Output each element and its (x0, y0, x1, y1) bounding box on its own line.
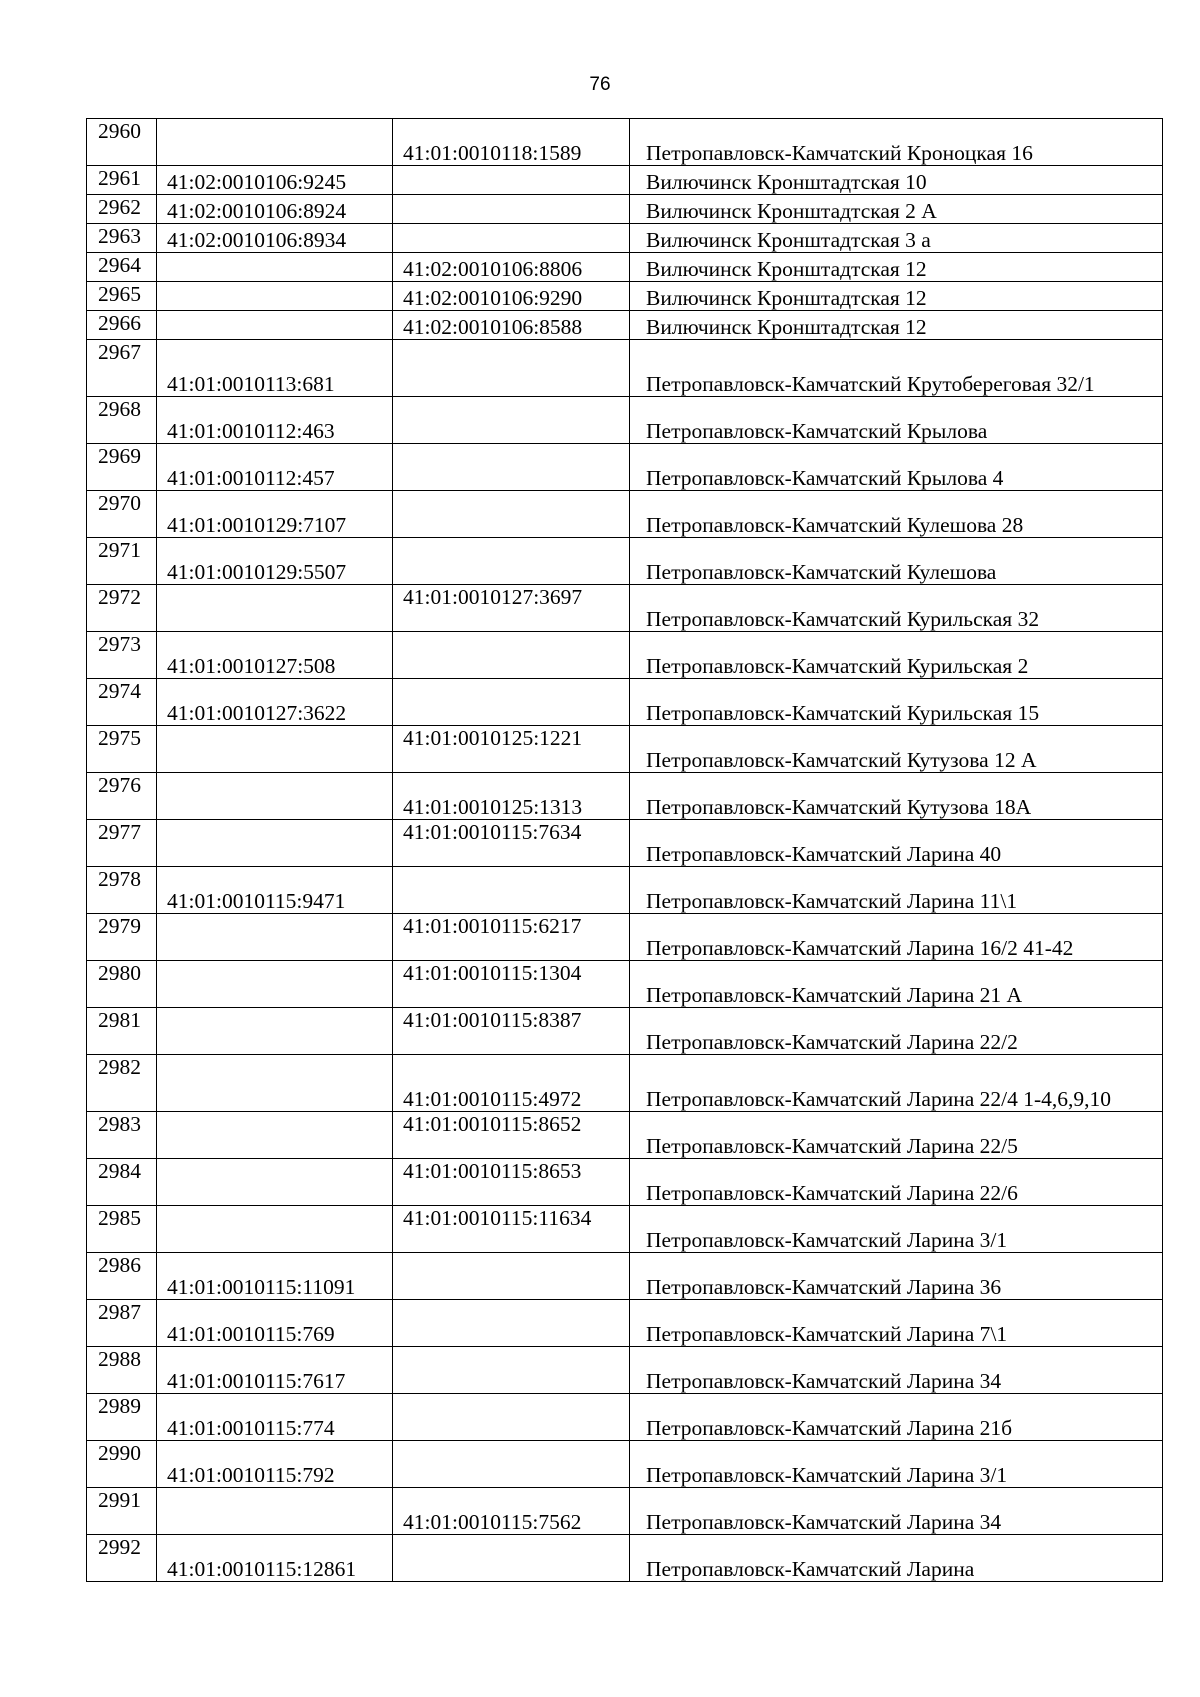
cadastral-number-cell (157, 820, 393, 867)
row-number: 2961 (98, 166, 141, 190)
related-cadastral-number-cell (393, 119, 630, 166)
address-cell (630, 397, 1163, 444)
address: Петропавловск-Камчатский Ларина 22/6 (646, 1181, 1018, 1205)
cadastral-number: 41:02:0010106:9245 (167, 170, 347, 194)
address: Вилючинск Кронштадтская 12 (646, 257, 927, 281)
row-number-cell (87, 119, 157, 166)
row-number: 2969 (98, 444, 141, 468)
row-number: 2970 (98, 491, 141, 515)
address-cell (630, 538, 1163, 585)
related-cadastral-number-cell (393, 585, 630, 632)
address-cell (630, 820, 1163, 867)
cadastral-number-cell (157, 340, 393, 397)
table-row (87, 311, 1163, 340)
row-number-cell (87, 1112, 157, 1159)
cadastral-number-cell (157, 726, 393, 773)
row-number: 2982 (98, 1055, 141, 1079)
table-row (87, 1206, 1163, 1253)
table-row (87, 491, 1163, 538)
related-cadastral-number-cell (393, 538, 630, 585)
row-number: 2981 (98, 1008, 141, 1032)
related-cadastral-number-cell (393, 491, 630, 538)
row-number: 2992 (98, 1535, 141, 1559)
related-cadastral-number-cell (393, 397, 630, 444)
cadastral-number: 41:01:0010129:7107 (167, 513, 347, 537)
related-cadastral-number-cell (393, 1055, 630, 1112)
address: Петропавловск-Камчатский Кутузова 18А (646, 795, 1032, 819)
cadastral-number: 41:01:0010127:508 (167, 654, 336, 678)
address-cell (630, 1394, 1163, 1441)
table-row (87, 444, 1163, 491)
row-number: 2987 (98, 1300, 141, 1324)
table-row (87, 1112, 1163, 1159)
address-cell (630, 1253, 1163, 1300)
row-number: 2976 (98, 773, 141, 797)
row-number: 2971 (98, 538, 141, 562)
related-cadastral-number: 41:01:0010118:1589 (403, 141, 582, 165)
row-number-cell (87, 1159, 157, 1206)
address: Петропавловск-Камчатский Ларина 21б (646, 1416, 1013, 1440)
address: Петропавловск-Камчатский Крылова (646, 419, 988, 443)
address: Петропавловск-Камчатский Ларина 34 (646, 1510, 1002, 1534)
cadastral-number-cell (157, 397, 393, 444)
address-cell (630, 867, 1163, 914)
cadastral-number-cell (157, 585, 393, 632)
row-number: 2964 (98, 253, 141, 277)
cadastral-number: 41:01:0010112:463 (167, 419, 335, 443)
related-cadastral-number-cell (393, 1008, 630, 1055)
table-row (87, 820, 1163, 867)
cadastral-number-cell (157, 1055, 393, 1112)
row-number-cell (87, 1055, 157, 1112)
related-cadastral-number: 41:01:0010125:1221 (403, 726, 583, 750)
table-row (87, 679, 1163, 726)
related-cadastral-number-cell (393, 726, 630, 773)
address-cell (630, 726, 1163, 773)
row-number-cell (87, 224, 157, 253)
address: Петропавловск-Камчатский Ларина 3/1 (646, 1463, 1008, 1487)
cadastral-number-cell (157, 1008, 393, 1055)
related-cadastral-number: 41:01:0010115:4972 (403, 1087, 582, 1111)
table-row (87, 1253, 1163, 1300)
table-row (87, 1535, 1163, 1582)
cadastral-number: 41:01:0010115:9471 (167, 889, 346, 913)
row-number: 2962 (98, 195, 141, 219)
related-cadastral-number: 41:01:0010127:3697 (403, 585, 583, 609)
related-cadastral-number-cell (393, 224, 630, 253)
related-cadastral-number-cell (393, 1253, 630, 1300)
related-cadastral-number-cell (393, 773, 630, 820)
table-row (87, 961, 1163, 1008)
address-cell (630, 961, 1163, 1008)
address-cell (630, 119, 1163, 166)
address-cell (630, 340, 1163, 397)
row-number: 2988 (98, 1347, 141, 1371)
address-cell (630, 1055, 1163, 1112)
address-cell (630, 1112, 1163, 1159)
table-row (87, 397, 1163, 444)
row-number-cell (87, 538, 157, 585)
cadastral-number-cell (157, 1253, 393, 1300)
table-row (87, 1441, 1163, 1488)
row-number-cell (87, 773, 157, 820)
related-cadastral-number-cell (393, 961, 630, 1008)
related-cadastral-number: 41:01:0010115:8653 (403, 1159, 582, 1183)
cadastral-number-cell (157, 282, 393, 311)
cadastral-number: 41:01:0010115:11091 (167, 1275, 356, 1299)
cadastral-number: 41:01:0010115:792 (167, 1463, 335, 1487)
cadastral-number-cell (157, 632, 393, 679)
row-number-cell (87, 253, 157, 282)
address: Петропавловск-Камчатский Ларина 11\1 (646, 889, 1018, 913)
cadastral-number-cell (157, 491, 393, 538)
cadastral-number: 41:01:0010112:457 (167, 466, 335, 490)
address-cell (630, 773, 1163, 820)
address-cell (630, 166, 1163, 195)
row-number: 2975 (98, 726, 141, 750)
address: Петропавловск-Камчатский Курильская 32 (646, 607, 1040, 631)
row-number-cell (87, 1441, 157, 1488)
related-cadastral-number-cell (393, 632, 630, 679)
address: Петропавловск-Камчатский Кулешова (646, 560, 997, 584)
cadastral-number: 41:01:0010127:3622 (167, 701, 347, 725)
address-cell (630, 282, 1163, 311)
row-number-cell (87, 340, 157, 397)
table-row (87, 1159, 1163, 1206)
table-row (87, 1055, 1163, 1112)
cadastral-number-cell (157, 1112, 393, 1159)
row-number-cell (87, 397, 157, 444)
row-number: 2968 (98, 397, 141, 421)
address: Петропавловск-Камчатский Курильская 15 (646, 701, 1040, 725)
address: Петропавловск-Камчатский Ларина 34 (646, 1369, 1002, 1393)
row-number-cell (87, 444, 157, 491)
table-row (87, 773, 1163, 820)
row-number-cell (87, 1394, 157, 1441)
cadastral-number: 41:01:0010113:681 (167, 372, 335, 396)
row-number-cell (87, 1535, 157, 1582)
row-number-cell (87, 1206, 157, 1253)
cadastral-number-cell (157, 914, 393, 961)
related-cadastral-number-cell (393, 867, 630, 914)
address-cell (630, 1159, 1163, 1206)
table-row (87, 867, 1163, 914)
related-cadastral-number: 41:01:0010115:6217 (403, 914, 582, 938)
row-number: 2986 (98, 1253, 141, 1277)
address-cell (630, 253, 1163, 282)
table-row (87, 1488, 1163, 1535)
cadastral-number-cell (157, 195, 393, 224)
cadastral-number-cell (157, 961, 393, 1008)
row-number: 2963 (98, 224, 141, 248)
address: Вилючинск Кронштадтская 10 (646, 170, 927, 194)
address: Петропавловск-Камчатский Ларина 3/1 (646, 1228, 1008, 1252)
table-row (87, 253, 1163, 282)
table-row (87, 632, 1163, 679)
row-number: 2967 (98, 340, 141, 364)
cadastral-number-cell (157, 1206, 393, 1253)
address: Петропавловск-Камчатский Ларина 7\1 (646, 1322, 1008, 1346)
cadastral-number-cell (157, 1441, 393, 1488)
table-row (87, 1300, 1163, 1347)
cadastral-number-cell (157, 1488, 393, 1535)
cadastral-number-cell (157, 311, 393, 340)
row-number-cell (87, 491, 157, 538)
related-cadastral-number: 41:01:0010115:1304 (403, 961, 582, 985)
address-cell (630, 224, 1163, 253)
address-cell (630, 1441, 1163, 1488)
row-number: 2972 (98, 585, 141, 609)
row-number: 2980 (98, 961, 141, 985)
row-number-cell (87, 1488, 157, 1535)
row-number-cell (87, 282, 157, 311)
cadastral-number: 41:01:0010115:774 (167, 1416, 335, 1440)
address-cell (630, 1488, 1163, 1535)
cadastral-number-cell (157, 867, 393, 914)
row-number-cell (87, 311, 157, 340)
address: Петропавловск-Камчатский Ларина 36 (646, 1275, 1002, 1299)
related-cadastral-number-cell (393, 282, 630, 311)
address: Петропавловск-Камчатский Ларина 21 А (646, 983, 1023, 1007)
related-cadastral-number: 41:02:0010106:9290 (403, 286, 583, 310)
related-cadastral-number-cell (393, 166, 630, 195)
related-cadastral-number-cell (393, 253, 630, 282)
address: Петропавловск-Камчатский Крутобереговая 32/1 (646, 372, 1095, 396)
row-number: 2984 (98, 1159, 141, 1183)
row-number: 2960 (98, 119, 141, 143)
row-number-cell (87, 914, 157, 961)
related-cadastral-number: 41:01:0010115:8652 (403, 1112, 582, 1136)
address-cell (630, 195, 1163, 224)
related-cadastral-number: 41:01:0010115:11634 (403, 1206, 592, 1230)
registry-table (86, 118, 1163, 1582)
address-cell (630, 679, 1163, 726)
address-cell (630, 585, 1163, 632)
cadastral-number: 41:02:0010106:8934 (167, 228, 347, 252)
page-number: 76 (589, 74, 611, 95)
related-cadastral-number-cell (393, 1347, 630, 1394)
address-cell (630, 444, 1163, 491)
address-cell (630, 491, 1163, 538)
address-cell (630, 1535, 1163, 1582)
address: Петропавловск-Камчатский Ларина 22/4 1-4,6,9,10 (646, 1087, 1112, 1111)
address: Петропавловск-Камчатский Ларина 22/2 (646, 1030, 1018, 1054)
row-number: 2991 (98, 1488, 141, 1512)
table-row (87, 195, 1163, 224)
related-cadastral-number-cell (393, 1394, 630, 1441)
row-number: 2989 (98, 1394, 141, 1418)
row-number-cell (87, 632, 157, 679)
address: Петропавловск-Камчатский Крылова 4 (646, 466, 1004, 490)
address: Вилючинск Кронштадтская 12 (646, 315, 927, 339)
cadastral-number-cell (157, 166, 393, 195)
cadastral-number-cell (157, 253, 393, 282)
related-cadastral-number-cell (393, 444, 630, 491)
row-number: 2966 (98, 311, 141, 335)
address-cell (630, 1206, 1163, 1253)
address-cell (630, 914, 1163, 961)
row-number: 2974 (98, 679, 141, 703)
row-number: 2965 (98, 282, 141, 306)
table-row (87, 224, 1163, 253)
row-number: 2977 (98, 820, 141, 844)
row-number-cell (87, 867, 157, 914)
related-cadastral-number-cell (393, 679, 630, 726)
cadastral-number-cell (157, 1347, 393, 1394)
cadastral-number-cell (157, 679, 393, 726)
address: Петропавловск-Камчатский Ларина 22/5 (646, 1134, 1018, 1158)
address-cell (630, 1347, 1163, 1394)
table-row (87, 1394, 1163, 1441)
cadastral-number: 41:02:0010106:8924 (167, 199, 347, 223)
address-cell (630, 1008, 1163, 1055)
table-row (87, 340, 1163, 397)
row-number-cell (87, 726, 157, 773)
table-row (87, 119, 1163, 166)
cadastral-number: 41:01:0010115:769 (167, 1322, 335, 1346)
row-number: 2983 (98, 1112, 141, 1136)
row-number-cell (87, 166, 157, 195)
row-number: 2990 (98, 1441, 141, 1465)
row-number-cell (87, 1300, 157, 1347)
table-row (87, 1347, 1163, 1394)
address-cell (630, 311, 1163, 340)
row-number: 2985 (98, 1206, 141, 1230)
cadastral-number-cell (157, 224, 393, 253)
address: Петропавловск-Камчатский Кроноцкая 16 (646, 141, 1033, 165)
row-number-cell (87, 820, 157, 867)
address: Петропавловск-Камчатский Кутузова 12 А (646, 748, 1037, 772)
address: Петропавловск-Камчатский Ларина (646, 1557, 975, 1581)
row-number: 2979 (98, 914, 141, 938)
related-cadastral-number: 41:01:0010115:7634 (403, 820, 582, 844)
row-number-cell (87, 195, 157, 224)
cadastral-number: 41:01:0010129:5507 (167, 560, 347, 584)
related-cadastral-number: 41:01:0010125:1313 (403, 795, 583, 819)
related-cadastral-number-cell (393, 311, 630, 340)
related-cadastral-number-cell (393, 914, 630, 961)
address: Петропавловск-Камчатский Кулешова 28 (646, 513, 1024, 537)
related-cadastral-number-cell (393, 1112, 630, 1159)
related-cadastral-number-cell (393, 1300, 630, 1347)
row-number-cell (87, 961, 157, 1008)
address: Петропавловск-Камчатский Курильская 2 (646, 654, 1029, 678)
row-number-cell (87, 1253, 157, 1300)
address: Вилючинск Кронштадтская 2 А (646, 199, 937, 223)
cadastral-number-cell (157, 1300, 393, 1347)
address-cell (630, 632, 1163, 679)
table-row (87, 585, 1163, 632)
table-row (87, 166, 1163, 195)
cadastral-number: 41:01:0010115:7617 (167, 1369, 346, 1393)
table-row (87, 726, 1163, 773)
related-cadastral-number: 41:01:0010115:8387 (403, 1008, 582, 1032)
address: Петропавловск-Камчатский Ларина 40 (646, 842, 1002, 866)
row-number-cell (87, 1008, 157, 1055)
related-cadastral-number-cell (393, 820, 630, 867)
table-row (87, 538, 1163, 585)
related-cadastral-number-cell (393, 340, 630, 397)
table-row (87, 282, 1163, 311)
related-cadastral-number-cell (393, 195, 630, 224)
address-cell (630, 1300, 1163, 1347)
cadastral-number-cell (157, 1159, 393, 1206)
cadastral-number-cell (157, 1535, 393, 1582)
related-cadastral-number-cell (393, 1159, 630, 1206)
address: Вилючинск Кронштадтская 3 а (646, 228, 931, 252)
address: Вилючинск Кронштадтская 12 (646, 286, 927, 310)
cadastral-number-cell (157, 773, 393, 820)
related-cadastral-number: 41:02:0010106:8806 (403, 257, 583, 281)
related-cadastral-number-cell (393, 1535, 630, 1582)
row-number: 2973 (98, 632, 141, 656)
row-number: 2978 (98, 867, 141, 891)
related-cadastral-number-cell (393, 1441, 630, 1488)
row-number-cell (87, 1347, 157, 1394)
row-number-cell (87, 679, 157, 726)
related-cadastral-number-cell (393, 1206, 630, 1253)
cadastral-number-cell (157, 538, 393, 585)
registry-table-body (87, 119, 1163, 1582)
cadastral-number: 41:01:0010115:12861 (167, 1557, 357, 1581)
row-number-cell (87, 585, 157, 632)
cadastral-number-cell (157, 1394, 393, 1441)
table-row (87, 1008, 1163, 1055)
address: Петропавловск-Камчатский Ларина 16/2 41-42 (646, 936, 1074, 960)
cadastral-number-cell (157, 444, 393, 491)
related-cadastral-number: 41:02:0010106:8588 (403, 315, 583, 339)
related-cadastral-number: 41:01:0010115:7562 (403, 1510, 582, 1534)
table-row (87, 914, 1163, 961)
related-cadastral-number-cell (393, 1488, 630, 1535)
cadastral-number-cell (157, 119, 393, 166)
